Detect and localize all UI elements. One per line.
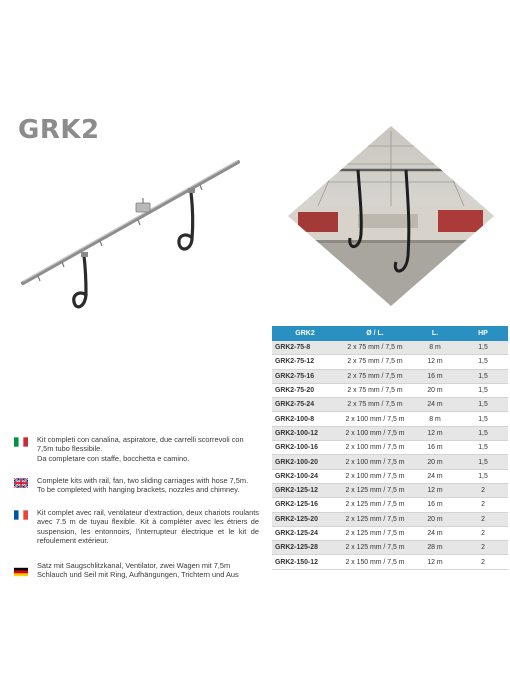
rail-length: 12 m: [412, 483, 458, 497]
hp-value: 2: [458, 555, 508, 569]
rail-length: 8 m: [412, 341, 458, 355]
product-drawing: [20, 155, 242, 315]
hp-value: 2: [458, 526, 508, 540]
description-english: [14, 476, 259, 495]
rail-length: 20 m: [412, 383, 458, 397]
model-code: GRK2-125-16: [272, 498, 338, 512]
table-row: [272, 355, 508, 369]
hp-value: 1,5: [458, 412, 508, 426]
model-code: GRK2-100-24: [272, 469, 338, 483]
hp-value: 2: [458, 541, 508, 555]
table-row: [272, 512, 508, 526]
ceiling-bracket: [136, 198, 150, 212]
hp-value: 1,5: [458, 369, 508, 383]
diameter-length: 2 x 75 mm / 7,5 m: [338, 355, 412, 369]
rail-length: 16 m: [412, 498, 458, 512]
hp-value: 2: [458, 483, 508, 497]
table-row: [272, 469, 508, 483]
model-code: GRK2-75-12: [272, 355, 338, 369]
hp-value: 1,5: [458, 341, 508, 355]
description-italian: [14, 435, 259, 463]
diameter-length: 2 x 75 mm / 7,5 m: [338, 341, 412, 355]
model-code: GRK2-75-16: [272, 369, 338, 383]
rail-length: 12 m: [412, 355, 458, 369]
hp-value: 1,5: [458, 441, 508, 455]
hose-right: [179, 188, 195, 249]
specifications-table: [272, 326, 508, 570]
column-header-model: GRK2: [272, 326, 338, 341]
diameter-length: 2 x 100 mm / 7,5 m: [338, 469, 412, 483]
description-text: Kit completi con canalina, aspiratore, due carrelli scorrevoli con 7,5m tubo flessibile.: [37, 435, 244, 454]
rail-length: 24 m: [412, 469, 458, 483]
table-row: [272, 555, 508, 569]
diameter-length: 2 x 100 mm / 7,5 m: [338, 426, 412, 440]
description-text: Kit complet avec rail, ventilateur d'extraction, deux chariots roulants avec 7.5 m de tuyau flexible. Kit à compléter avec les étriers de suspension, les entonnoirs, l'interrupteur électrique et le kit de refoulement extérieur.: [37, 508, 259, 545]
hp-value: 1,5: [458, 383, 508, 397]
model-code: GRK2-125-28: [272, 541, 338, 555]
description-text: Satz mit Saugschlitzkanal, Ventilator, zwei Wagen mit 7,5m Schlauch und Seil mit Ring, Aufhängungen, Trichtern und Aus: [37, 561, 239, 580]
workshop-photo: [288, 126, 494, 306]
table-row: [272, 526, 508, 540]
rail-length: 16 m: [412, 441, 458, 455]
table-row: [272, 483, 508, 497]
rail-length: 16 m: [412, 369, 458, 383]
model-code: GRK2-125-12: [272, 483, 338, 497]
table-row: [272, 541, 508, 555]
table-row: [272, 369, 508, 383]
diameter-length: 2 x 75 mm / 7,5 m: [338, 369, 412, 383]
hose-left: [74, 252, 88, 307]
table-header-row: [272, 326, 508, 341]
rail-length: 20 m: [412, 512, 458, 526]
diameter-length: 2 x 125 mm / 7,5 m: [338, 498, 412, 512]
diameter-length: 2 x 100 mm / 7,5 m: [338, 455, 412, 469]
diameter-length: 2 x 100 mm / 7,5 m: [338, 441, 412, 455]
column-header-diameter-length: Ø / L.: [338, 326, 412, 341]
table-row: [272, 341, 508, 355]
diameter-length: 2 x 125 mm / 7,5 m: [338, 483, 412, 497]
column-header-hp: HP: [458, 326, 508, 341]
hp-value: 2: [458, 512, 508, 526]
rail-length: 24 m: [412, 398, 458, 412]
table-row: [272, 455, 508, 469]
diameter-length: 2 x 75 mm / 7,5 m: [338, 383, 412, 397]
model-code: GRK2-75-24: [272, 398, 338, 412]
hp-value: 1,5: [458, 455, 508, 469]
rail-length: 12 m: [412, 426, 458, 440]
model-code: GRK2-100-12: [272, 426, 338, 440]
rail-length: 8 m: [412, 412, 458, 426]
rail: [23, 160, 238, 283]
model-code: GRK2-125-20: [272, 512, 338, 526]
description-french: [14, 508, 259, 545]
description-text: Complete kits with rail, fan, two sliding carriages with hose 7,5m.: [37, 476, 249, 485]
hp-value: 1,5: [458, 398, 508, 412]
table-row: [272, 498, 508, 512]
diameter-length: 2 x 75 mm / 7,5 m: [338, 398, 412, 412]
column-header-rail-length: L.: [412, 326, 458, 341]
diameter-length: 2 x 100 mm / 7,5 m: [338, 412, 412, 426]
page-title: GRK2: [18, 115, 100, 145]
model-code: GRK2-100-20: [272, 455, 338, 469]
table-row: [272, 383, 508, 397]
table-row: [272, 398, 508, 412]
hp-value: 2: [458, 498, 508, 512]
model-code: GRK2-75-8: [272, 341, 338, 355]
diameter-length: 2 x 125 mm / 7,5 m: [338, 526, 412, 540]
description-text: To be completed with hanging brackets, nozzles and chimney.: [37, 485, 240, 495]
diameter-length: 2 x 125 mm / 7,5 m: [338, 512, 412, 526]
hp-value: 1,5: [458, 355, 508, 369]
rail-length: 28 m: [412, 541, 458, 555]
rail-length: 20 m: [412, 455, 458, 469]
table-row: [272, 441, 508, 455]
model-code: GRK2-100-16: [272, 441, 338, 455]
model-code: GRK2-125-24: [272, 526, 338, 540]
model-code: GRK2-75-20: [272, 383, 338, 397]
description-german: [14, 561, 259, 580]
diameter-length: 2 x 125 mm / 7,5 m: [338, 541, 412, 555]
hp-value: 1,5: [458, 426, 508, 440]
model-code: GRK2-100-8: [272, 412, 338, 426]
rail-length: 12 m: [412, 555, 458, 569]
hp-value: 1,5: [458, 469, 508, 483]
table-row: [272, 412, 508, 426]
description-text: Da completare con staffe, bocchetta e camino.: [37, 453, 190, 463]
model-code: GRK2-150-12: [272, 555, 338, 569]
rail-length: 24 m: [412, 526, 458, 540]
diameter-length: 2 x 150 mm / 7,5 m: [338, 555, 412, 569]
table-row: [272, 426, 508, 440]
